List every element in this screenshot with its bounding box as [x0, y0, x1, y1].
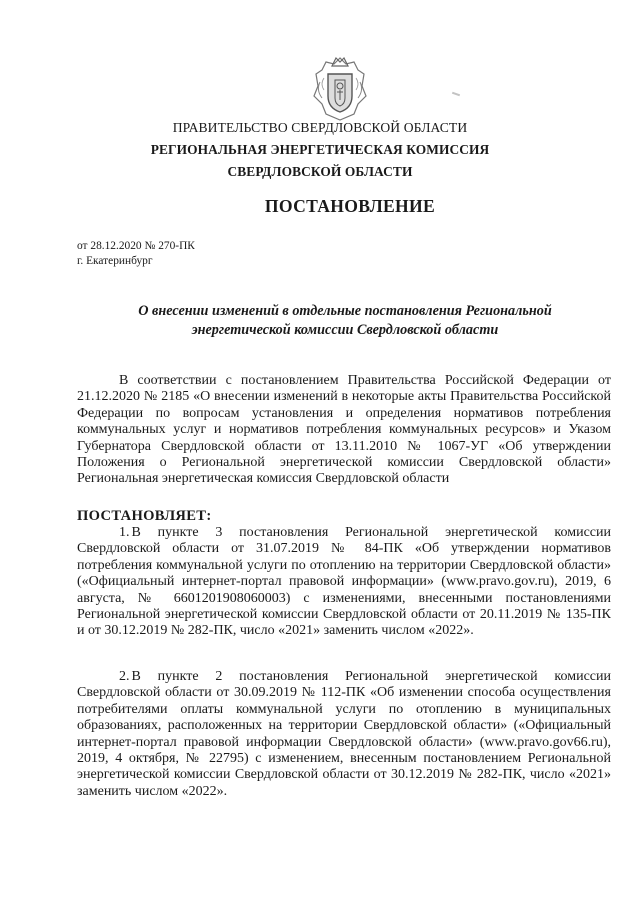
- coat-of-arms-icon: [306, 52, 374, 124]
- item-1-number: 1.: [119, 525, 130, 540]
- item-1-text: В пункте 3 постановления Региональной энергетической комиссии Свердловской области от 31.07.2019 № 84-ПК «Об утверждении нормативов потребления коммунальной услуги по отоплению на территории Свердловской области» («Официальный интернет-портал правовой информации» (www.pravo.gov.ru), 2019, 6 августа, № 6601201908060003) с изменениями, внесенными постановлениями Региональной энергетической комиссии Свердловской области от 20.11.2019 № 135-ПК и от 30.12.2019 № 282-ПК, число «2021» заменить числом «2022».: [77, 525, 611, 639]
- document-city: г. Екатеринбург: [77, 255, 153, 267]
- item-2-paragraph: [77, 669, 611, 800]
- org-name-line3: СВЕРДЛОВСКОЙ ОБЛАСТИ: [227, 164, 413, 179]
- decree-word: ПОСТАНОВЛЯЕТ:: [77, 508, 212, 524]
- scan-artifact: [452, 92, 460, 97]
- preamble-text: В соответствии с постановлением Правительства Российской Федерации от 21.12.2020 № 2185 «О внесении изменений в некоторые акты Правительства Российской Федерации по вопросам установления и определения нормативов потребления коммунальных услуг и нормативов потребления коммунальных ресурсов» и Указом Губернатора Свердловской области от 13.11.2010 № 1067-УГ «Об утверждении Положения о Региональной энергетической комиссии Свердловской области» Региональная энергетическая комиссия Свердловской области: [77, 373, 611, 487]
- item-2-text: В пункте 2 постановления Региональной энергетической комиссии Свердловской области от 30.09.2019 № 112-ПК «Об изменении способа осуществления потребителями оплаты коммунальной услуги по отоплению в муниципальных образованиях, расположенных на территории Свердловской области» («Официальный интернет-портал правовой информации Свердловской области» (www.pravo.gov66.ru), 2019, 4 октября, № 22795) с изменением, внесенным постановлением Региональной энергетической комиссии Свердловской области от 30.12.2019 № 282-ПК, число «2021» заменить числом «2022».: [77, 669, 611, 799]
- org-name-line2: РЕГИОНАЛЬНАЯ ЭНЕРГЕТИЧЕСКАЯ КОМИССИЯ: [150, 142, 490, 157]
- document-subject: О внесении изменений в отдельные постановления Региональной энергетической комиссии Свердловской области: [138, 303, 552, 338]
- document-title: ПОСТАНОВЛЕНИЕ: [264, 196, 436, 216]
- document-date-number: от 28.12.2020 № 270-ПК: [77, 240, 195, 252]
- org-name-line1: ПРАВИТЕЛЬСТВО СВЕРДЛОВСКОЙ ОБЛАСТИ: [172, 120, 468, 135]
- item-2-number: 2.: [119, 669, 130, 684]
- item-1-paragraph: [77, 525, 611, 640]
- preamble-paragraph: [77, 373, 611, 488]
